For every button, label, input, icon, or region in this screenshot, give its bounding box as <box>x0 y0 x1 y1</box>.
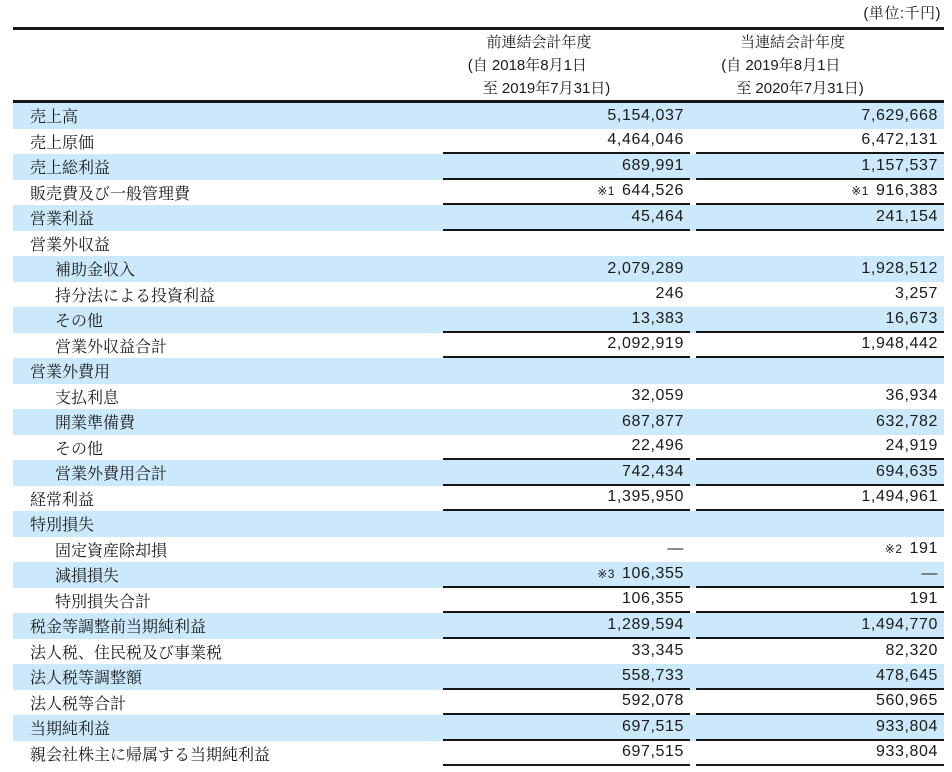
prior-year-amount: 4,464,046 <box>607 131 684 149</box>
table-row <box>13 205 944 231</box>
current-year-amount-cell <box>696 231 944 257</box>
prior-year-amount-cell <box>443 256 690 282</box>
current-year-amount: 933,804 <box>875 717 938 735</box>
prior-year-amount-cell <box>443 180 690 206</box>
prior-year-amount: 2,079,289 <box>607 259 684 277</box>
table-row <box>13 460 944 486</box>
prior-year-amount: 33,345 <box>631 642 684 660</box>
current-year-amount-cell <box>696 409 944 435</box>
current-year-amount: 82,320 <box>885 642 938 660</box>
row-label: 売上総利益 <box>30 160 111 178</box>
note-mark: ※1 <box>851 184 869 199</box>
table-row <box>13 588 944 614</box>
row-label: 特別損失合計 <box>55 593 152 611</box>
current-year-amount: 1,948,442 <box>861 335 938 353</box>
current-year-amount: 3,257 <box>894 285 938 303</box>
prior-year-amount-cell <box>443 307 690 333</box>
current-year-amount-cell <box>696 588 944 614</box>
prior-year-amount-cell <box>443 715 690 741</box>
table-row <box>13 409 944 435</box>
current-year-amount: 36,934 <box>885 387 938 405</box>
current-year-amount: 241,154 <box>875 207 938 225</box>
table-row <box>13 256 944 282</box>
prior-year-title: 前連結会計年度 <box>486 33 592 51</box>
income-statement-table <box>13 27 944 766</box>
table-row <box>13 103 944 129</box>
prior-year-amount-cell <box>443 562 690 588</box>
column-header-prior-year <box>443 30 690 100</box>
prior-year-amount-cell <box>443 129 690 155</box>
prior-year-amount: 246 <box>655 285 684 303</box>
current-year-amount: 478,645 <box>875 666 938 684</box>
current-year-amount-cell <box>696 358 944 384</box>
current-year-amount-cell <box>696 435 944 461</box>
current-year-from-date: (自 2019年8月1日 <box>721 56 841 74</box>
current-year-amount: 632,782 <box>875 412 938 430</box>
prior-year-amount: 742,434 <box>621 462 684 480</box>
current-year-amount-cell <box>696 690 944 716</box>
prior-year-amount-cell <box>443 486 690 512</box>
row-label: 減損損失 <box>55 568 120 586</box>
prior-year-amount: 22,496 <box>631 437 684 455</box>
prior-year-amount-cell <box>443 154 690 180</box>
table-row <box>13 307 944 333</box>
row-label: 営業外収益合計 <box>55 338 168 356</box>
prior-year-amount-cell <box>443 537 690 563</box>
prior-year-amount-cell <box>443 741 690 767</box>
current-year-amount-cell <box>696 256 944 282</box>
current-year-amount: 191 <box>909 540 938 558</box>
table-row <box>13 231 944 257</box>
current-year-amount: 1,928,512 <box>861 259 938 277</box>
current-year-amount: 916,383 <box>875 182 938 200</box>
table-row <box>13 486 944 512</box>
row-label: その他 <box>55 313 104 331</box>
row-label: 特別損失 <box>30 517 95 535</box>
prior-year-amount: 5,154,037 <box>607 106 684 124</box>
current-year-amount-cell <box>696 333 944 359</box>
prior-year-from-date: (自 2018年8月1日 <box>467 56 587 74</box>
row-label: 補助金収入 <box>55 262 136 280</box>
table-row <box>13 333 944 359</box>
row-label: 販売費及び一般管理費 <box>30 185 191 203</box>
current-year-amount-cell <box>696 384 944 410</box>
table-row <box>13 664 944 690</box>
table-body <box>13 103 944 766</box>
prior-year-amount: 644,526 <box>621 182 684 200</box>
row-label: 税金等調整前当期純利益 <box>30 619 207 637</box>
current-year-amount: 6,472,131 <box>861 131 938 149</box>
row-label: 営業外収益 <box>30 236 111 254</box>
row-label: 営業利益 <box>30 211 95 229</box>
prior-year-amount: 592,078 <box>621 692 684 710</box>
current-year-amount: ― <box>921 564 938 582</box>
current-year-amount-cell <box>696 282 944 308</box>
prior-year-amount: 13,383 <box>631 309 684 327</box>
current-year-amount: 694,635 <box>875 462 938 480</box>
table-header-row <box>13 27 944 103</box>
row-label: 法人税、住民税及び事業税 <box>30 644 223 662</box>
current-year-amount-cell <box>696 307 944 333</box>
current-year-amount-cell <box>696 715 944 741</box>
table-row <box>13 741 944 767</box>
current-year-amount: 1,494,961 <box>861 488 938 506</box>
table-row <box>13 690 944 716</box>
prior-year-amount-cell <box>443 664 690 690</box>
current-year-amount-cell <box>696 154 944 180</box>
row-label: 法人税等合計 <box>30 695 127 713</box>
table-row <box>13 639 944 665</box>
current-year-amount-cell <box>696 537 944 563</box>
current-year-amount-cell <box>696 205 944 231</box>
row-label: 支払利息 <box>55 389 120 407</box>
row-label: 開業準備費 <box>55 415 136 433</box>
note-mark: ※2 <box>884 542 903 557</box>
current-year-amount-cell <box>696 741 944 767</box>
current-year-amount-cell <box>696 180 944 206</box>
row-label: 親会社株主に帰属する当期純利益 <box>30 746 271 764</box>
current-year-amount: 1,157,537 <box>861 156 938 174</box>
header-label-spacer <box>13 30 443 100</box>
note-mark: ※3 <box>597 566 615 581</box>
prior-year-amount: 558,733 <box>621 666 684 684</box>
row-label: その他 <box>55 440 104 458</box>
current-year-amount: 560,965 <box>875 692 938 710</box>
prior-year-amount: ― <box>667 540 684 558</box>
current-year-amount-cell <box>696 639 944 665</box>
current-year-amount: 191 <box>909 590 938 608</box>
prior-year-amount: 2,092,919 <box>607 335 684 353</box>
prior-year-amount-cell <box>443 384 690 410</box>
prior-year-amount-cell <box>443 460 690 486</box>
prior-year-amount-cell <box>443 613 690 639</box>
prior-year-amount-cell <box>443 231 690 257</box>
prior-year-amount-cell <box>443 639 690 665</box>
table-row <box>13 384 944 410</box>
current-year-amount-cell <box>696 613 944 639</box>
prior-year-amount-cell <box>443 588 690 614</box>
row-label: 経常利益 <box>30 491 95 509</box>
current-year-amount-cell <box>696 460 944 486</box>
table-row <box>13 613 944 639</box>
table-row <box>13 358 944 384</box>
current-year-amount-cell <box>696 664 944 690</box>
prior-year-amount: 687,877 <box>621 412 684 430</box>
table-row <box>13 715 944 741</box>
row-label: 当期純利益 <box>30 721 111 739</box>
row-label: 売上高 <box>30 109 79 127</box>
current-year-amount: 24,919 <box>885 437 938 455</box>
current-year-amount: 7,629,668 <box>861 106 938 124</box>
prior-year-amount-cell <box>443 409 690 435</box>
table-row <box>13 562 944 588</box>
current-year-amount: 1,494,770 <box>861 615 938 633</box>
prior-year-amount-cell <box>443 690 690 716</box>
row-label: 売上原価 <box>30 134 95 152</box>
prior-year-amount: 45,464 <box>631 207 684 225</box>
current-year-amount-cell <box>696 562 944 588</box>
current-year-title: 当連結会計年度 <box>739 33 845 51</box>
prior-year-amount-cell <box>443 333 690 359</box>
prior-year-to-date: 至 2019年7月31日) <box>482 79 611 97</box>
table-row <box>13 180 944 206</box>
current-year-amount-cell <box>696 103 944 129</box>
current-year-to-date: 至 2020年7月31日) <box>736 79 864 97</box>
current-year-amount-cell <box>696 486 944 512</box>
row-label: 持分法による投資利益 <box>55 287 216 305</box>
current-year-amount-cell <box>696 511 944 537</box>
prior-year-amount: 1,395,950 <box>607 488 684 506</box>
table-row <box>13 511 944 537</box>
prior-year-amount-cell <box>443 282 690 308</box>
unit-label: (単位:千円) <box>863 5 941 22</box>
row-label: 固定資産除却損 <box>55 542 168 560</box>
prior-year-amount: 697,515 <box>621 743 684 761</box>
row-label: 営業外費用 <box>30 364 111 382</box>
row-label: 営業外費用合計 <box>55 466 168 484</box>
row-label: 法人税等調整額 <box>30 670 143 688</box>
prior-year-amount-cell <box>443 511 690 537</box>
current-year-amount: 933,804 <box>875 743 938 761</box>
table-row <box>13 537 944 563</box>
prior-year-amount: 32,059 <box>631 387 684 405</box>
prior-year-amount: 1,289,594 <box>607 615 684 633</box>
column-header-current-year <box>696 30 944 100</box>
table-row <box>13 282 944 308</box>
prior-year-amount: 106,355 <box>621 590 684 608</box>
prior-year-amount: 697,515 <box>621 717 684 735</box>
table-row <box>13 129 944 155</box>
table-row <box>13 435 944 461</box>
current-year-amount: 16,673 <box>885 309 938 327</box>
prior-year-amount: 689,991 <box>621 156 684 174</box>
current-year-amount-cell <box>696 129 944 155</box>
prior-year-amount-cell <box>443 205 690 231</box>
prior-year-amount-cell <box>443 358 690 384</box>
table-row <box>13 154 944 180</box>
note-mark: ※1 <box>597 184 615 199</box>
prior-year-amount: 106,355 <box>621 564 684 582</box>
prior-year-amount-cell <box>443 435 690 461</box>
prior-year-amount-cell <box>443 103 690 129</box>
